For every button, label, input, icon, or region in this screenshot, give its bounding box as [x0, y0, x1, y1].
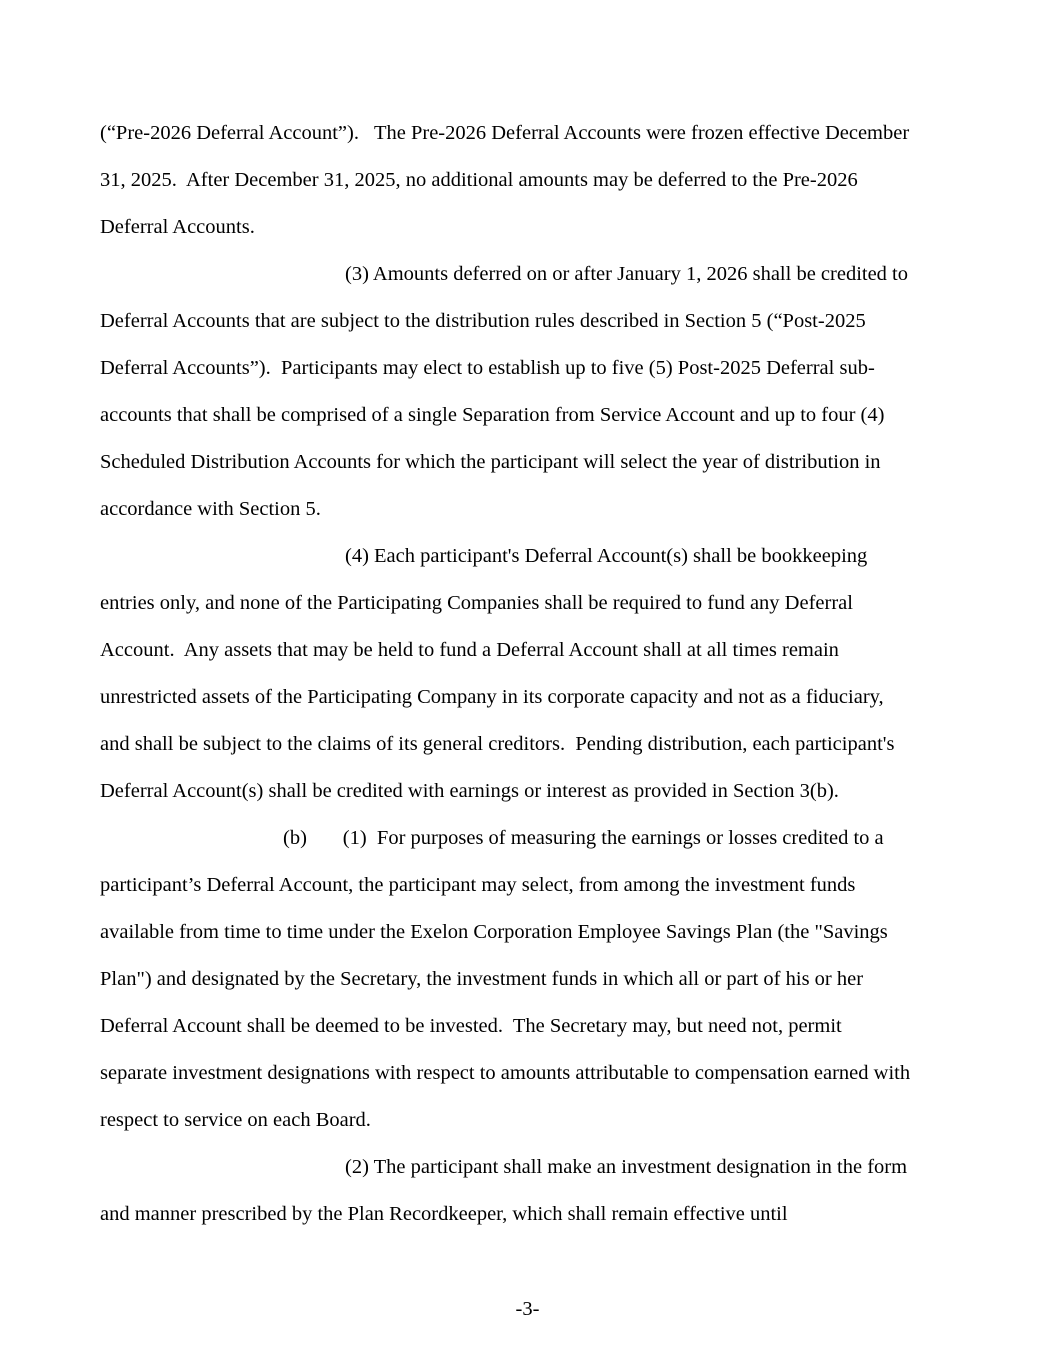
- paragraph-pre-2026-deferral-account: (“Pre-2026 Deferral Account”). The Pre-2026 Deferral Accounts were frozen effective December 31, 2025. After December 31, 2025, no additional amounts may be deferred to the Pre-2026 Deferral Accounts.: [100, 122, 915, 238]
- document-body: [100, 110, 916, 1238]
- paragraph-clause-b-2: (2) The participant shall make an investment designation in the form and manner prescribed by the Plan Recordkeeper, which shall remain effective until: [100, 1156, 913, 1225]
- paragraph-clause-3: (3) Amounts deferred on or after January 1, 2026 shall be credited to Deferral Accounts that are subject to the distribution rules described in Section 5 (“Post-2025 Deferral Accounts”). Participants may elect to establish up to five (5) Post-2025 Deferral sub-accounts that shall be comprised of a single Separation from Service Account and up to four (4) Scheduled Distribution Accounts for which the participant will select the year of distribution in accordance with Section 5.: [100, 263, 914, 520]
- paragraph-clause-b-1: (b) (1) For purposes of measuring the earnings or losses credited to a participant’s Deferral Account, the participant may select, from among the investment funds available from time to time under the Exelon Corporation Employee Savings Plan (the "Savings Plan") and designated by the Secretary, the investment funds in which all or part of his or her Deferral Account shall be deemed to be invested. The Secretary may, but need not, permit separate investment designations with respect to amounts attributable to compensation earned with respect to service on each Board.: [100, 827, 916, 1131]
- page-number: -3-: [515, 1298, 540, 1320]
- paragraph-clause-4: (4) Each participant's Deferral Account(s) shall be bookkeeping entries only, and none of the Participating Companies shall be required to fund any Deferral Account. Any assets that may be held to fund a Deferral Account shall at all times remain unrestricted assets of the Participating Company in its corporate capacity and not as a fiduciary, and shall be subject to the claims of its general creditors. Pending distribution, each participant's Deferral Account(s) shall be credited with earnings or interest as provided in Section 3(b).: [100, 545, 900, 802]
